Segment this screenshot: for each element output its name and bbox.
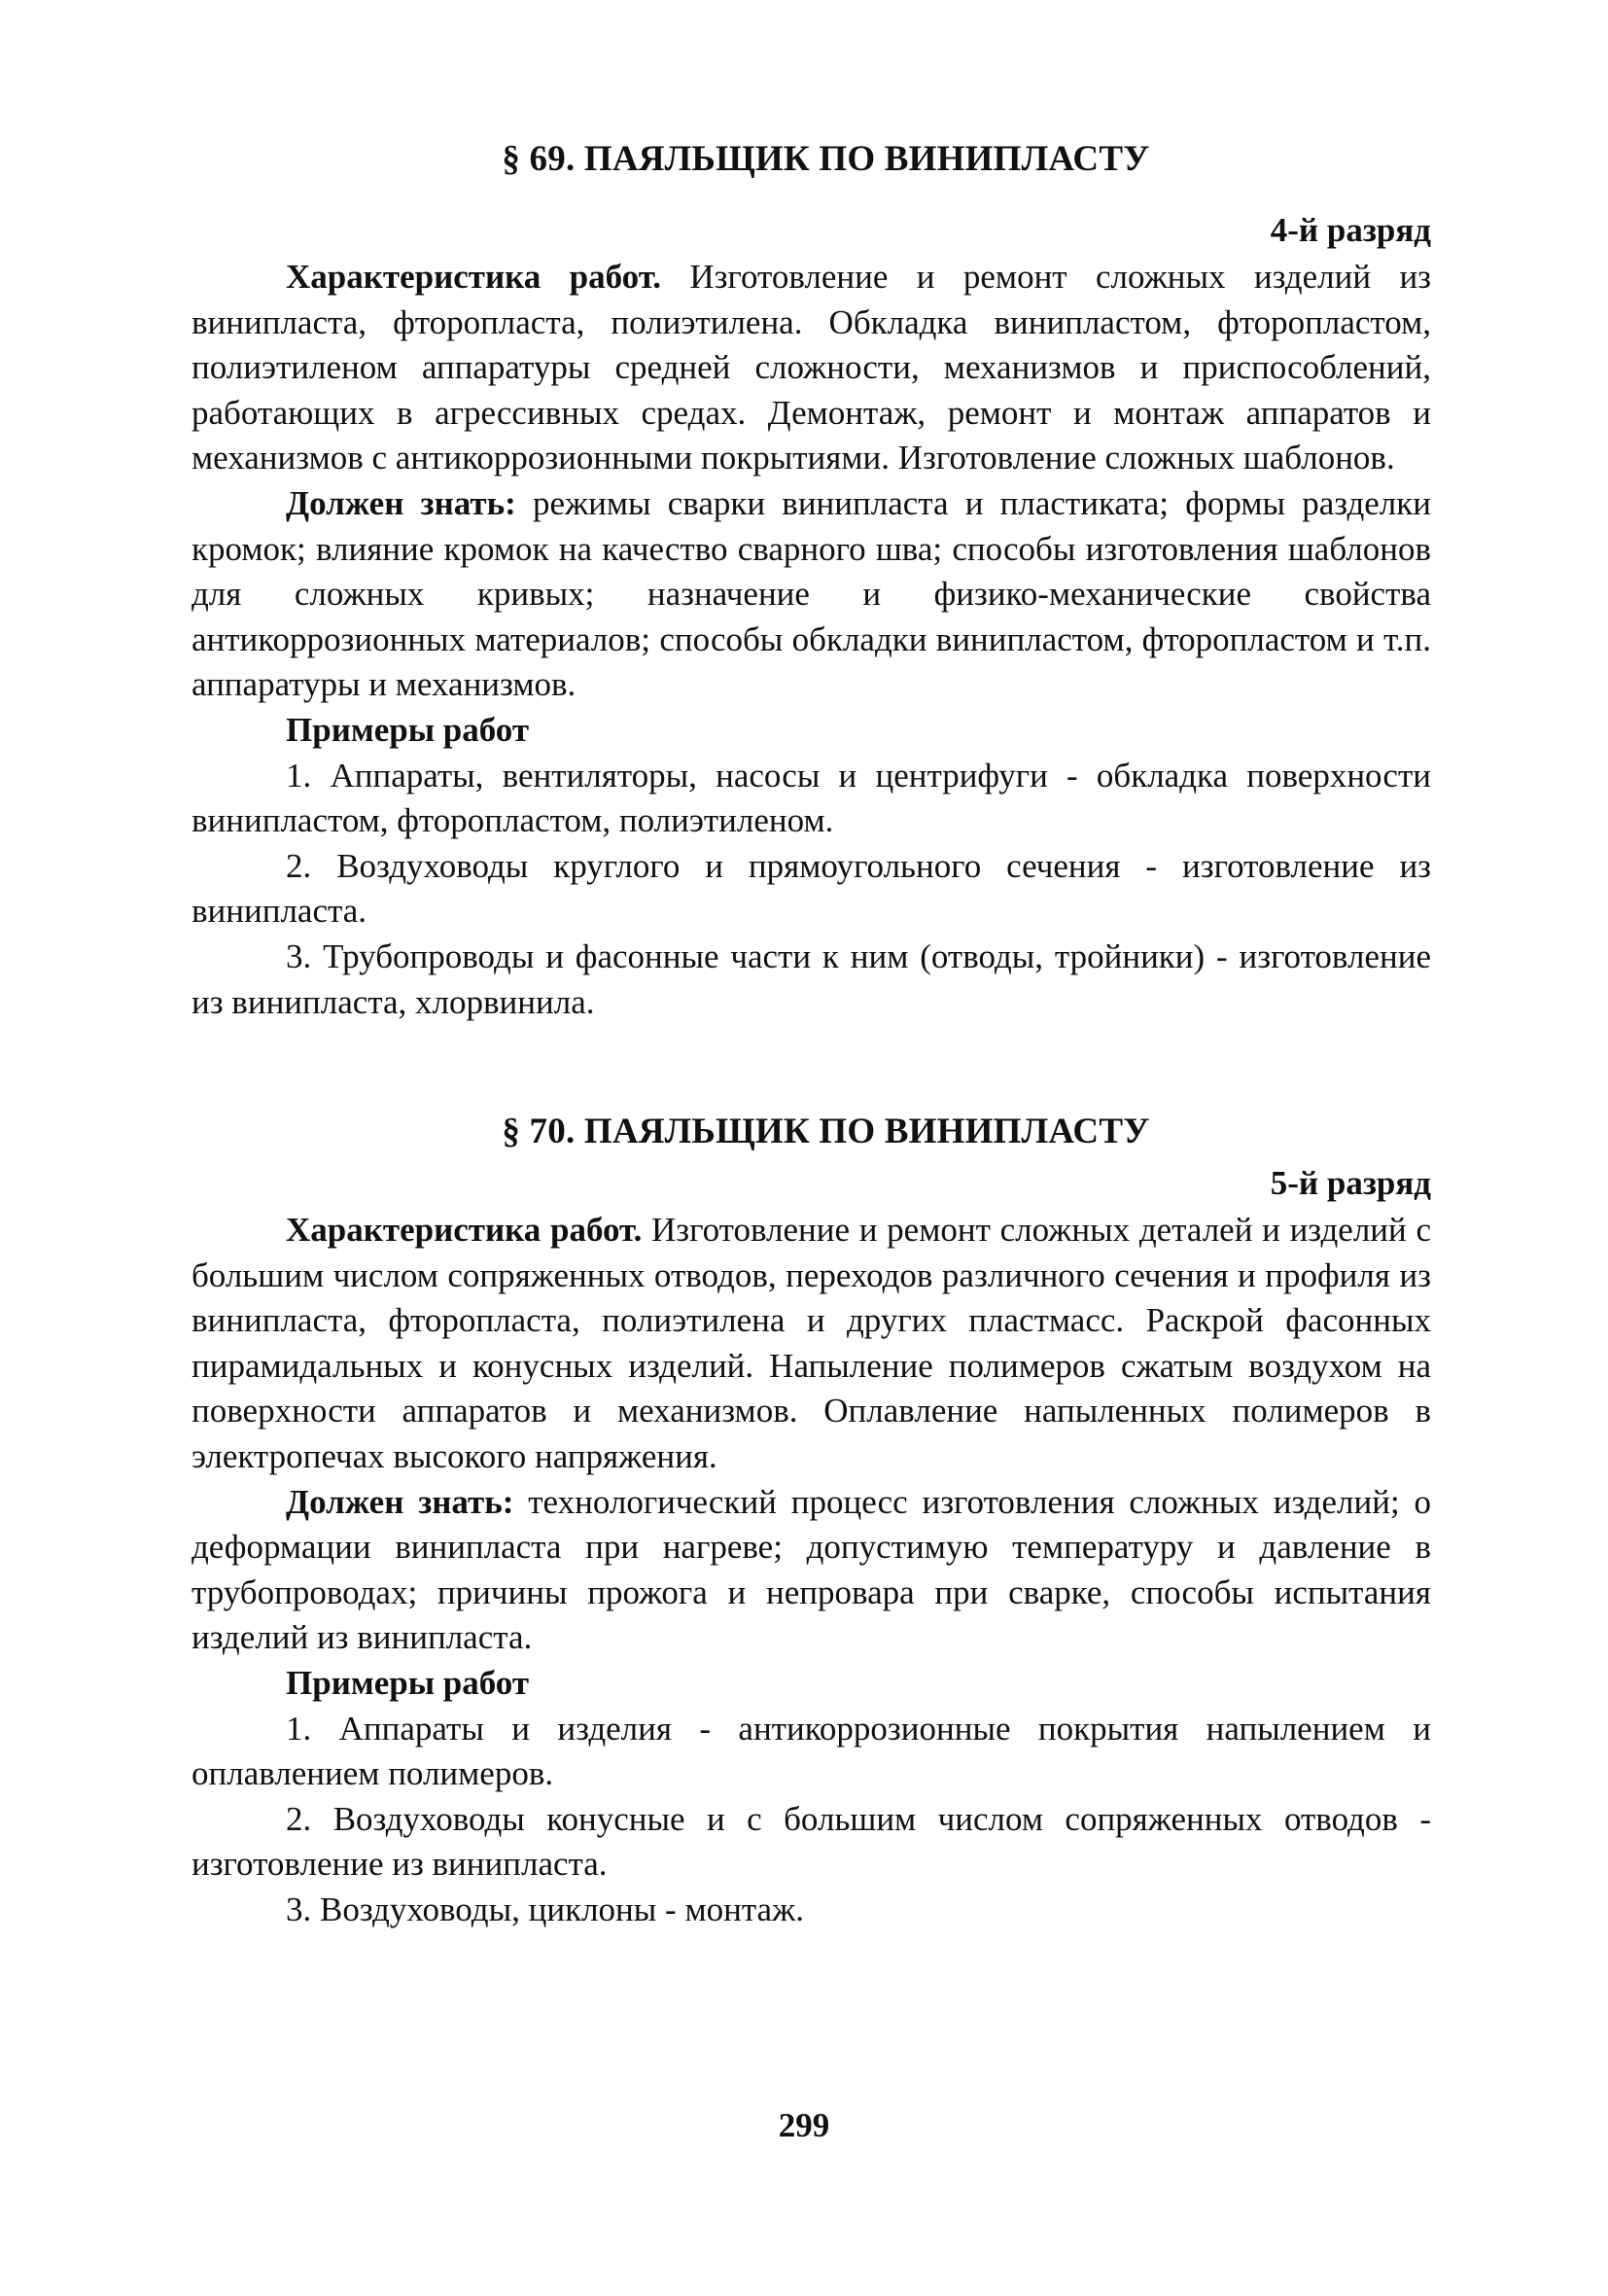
example-item: 3. Трубопроводы и фасонные части к ним (отводы, тройники) - изготовление из винипласта, хлорвинила. <box>192 936 1431 1021</box>
page-number: 299 <box>778 2106 830 2144</box>
grade-label: 5-й разряд <box>1270 1164 1431 1203</box>
knowledge-label: Должен знать: <box>286 483 516 522</box>
grade-label: 4-й разряд <box>1270 211 1431 249</box>
section-title: § 70. ПАЯЛЬЩИК ПО ВИНИПЛАСТУ <box>502 1112 1150 1152</box>
examples-title: Примеры работ <box>286 710 530 749</box>
characteristics-text: Изготовление и ремонт сложных изделий из винипласта, фторопласта, полиэтилена. Обкладка винипластом, фторопластом, полиэтиленом аппаратуры средней сложности, механизмов и приспособлений, работающих в агрессивных средах. Демонтаж, ремонт и монтаж аппаратов и механизмов с антикоррозионными покрытиями. Изготовление сложных шаблонов. <box>192 258 1432 477</box>
knowledge-label: Должен знать: <box>286 1482 514 1521</box>
characteristics-paragraph <box>192 1208 1431 1480</box>
characteristics-label: Характеристика работ. <box>286 258 662 296</box>
section-title: § 69. ПАЯЛЬЩИК ПО ВИНИПЛАСТУ <box>502 139 1150 179</box>
characteristics-paragraph <box>192 255 1431 481</box>
example-item: 1. Аппараты, вентиляторы, насосы и центрифуги - обкладка поверхности винипластом, фторопластом, полиэтиленом. <box>192 756 1431 840</box>
section-70 <box>192 1109 1431 1933</box>
example-item: 2. Воздуховоды круглого и прямоугольного сечения - изготовление из винипласта. <box>192 846 1431 931</box>
characteristics-text: Изготовление и ремонт сложных деталей и изделий с большим числом сопряженных отводов, переходов различного сечения и профиля из винипласта, фторопласта, полиэтилена и других пластмасс. Раскрой фасонных пирамидальных и конусных изделий. Напыление полимеров сжатым воздухом на поверхности аппаратов и механизмов. Оплавление напыленных полимеров в электропечах высокого напряжения. <box>192 1211 1431 1476</box>
knowledge-paragraph <box>192 481 1431 708</box>
characteristics-label: Характеристика работ. <box>286 1211 643 1250</box>
example-item: 1. Аппараты и изделия - антикоррозионные покрытия напылением и оплавлением полимеров. <box>192 1709 1431 1793</box>
knowledge-text: технологический процесс изготовления сложных изделий; о деформации винипласта при нагреве; допустимую температуру и давление в трубопроводах; причины прожога и непровара при сварке, способы испытания изделий из винипласта. <box>192 1482 1431 1657</box>
knowledge-paragraph <box>192 1480 1431 1661</box>
examples-title: Примеры работ <box>286 1664 530 1703</box>
example-item: 2. Воздуховоды конусные и с большим числом сопряженных отводов - изготовление из винипласта. <box>192 1799 1431 1884</box>
knowledge-text: режимы сварки винипласта и пластиката; формы разделки кромок; влияние кромок на качество сварного шва; способы изготовления шаблонов для сложных кривых; назначение и физико-механические свойства антикоррозионных материалов; способы обкладки винипластом, фторопластом и т.п. аппаратуры и механизмов. <box>192 483 1431 704</box>
document-page <box>192 136 1431 1933</box>
example-item: 3. Воздуховоды, циклоны - монтаж. <box>286 1890 805 1928</box>
section-69 <box>192 136 1431 1025</box>
